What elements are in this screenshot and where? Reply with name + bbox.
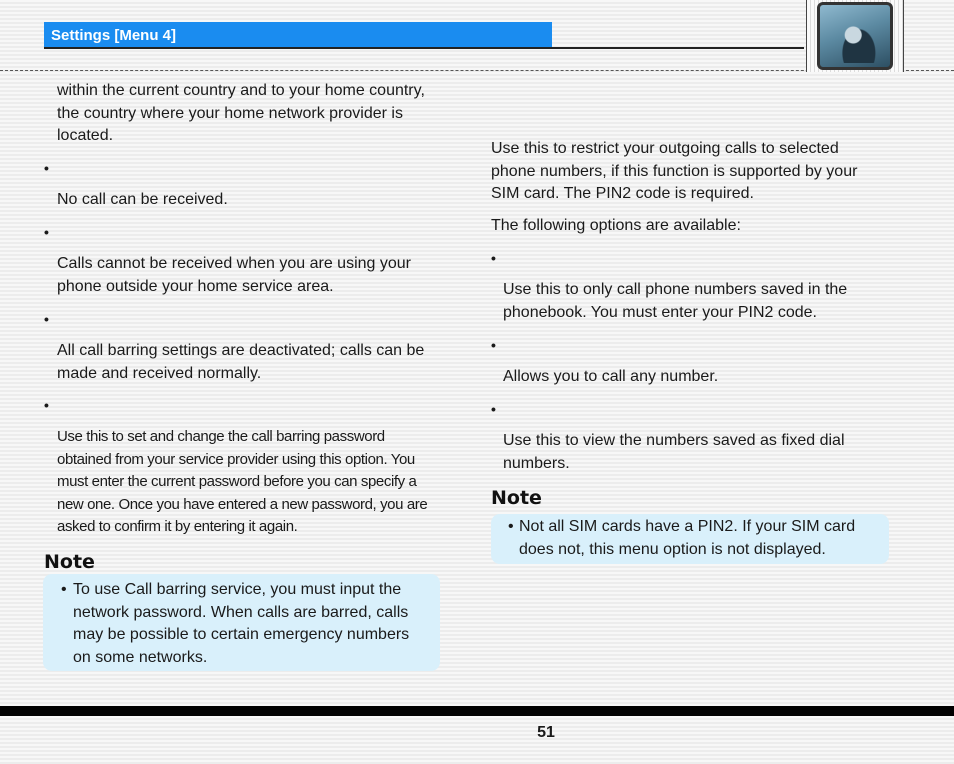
right-options-intro: The following options are available:: [491, 217, 741, 234]
left-bullet-2: •: [44, 224, 49, 240]
phone-screen-figure: [838, 23, 876, 63]
right-item-3-desc: Use this to view the numbers saved as fixed dial numbers.: [503, 432, 845, 472]
right-bullet-1: •: [491, 250, 496, 266]
page-number: 51: [537, 724, 555, 741]
phone-screen-photo: [817, 2, 893, 70]
left-note-bullet: •: [61, 581, 67, 598]
left-bullet-4: •: [44, 397, 49, 413]
right-bullet-2: •: [491, 337, 496, 353]
right-intro-paragraph: Use this to restrict your outgoing calls to selected phone numbers, if this function is supported by your SIM card. The PIN2 code is required.: [491, 140, 858, 202]
left-bullet-1: •: [44, 160, 49, 176]
left-note-title: Note: [44, 551, 95, 573]
right-note-box: [491, 514, 889, 564]
right-note-bullet: •: [508, 518, 514, 535]
left-item-2-desc: Calls cannot be received when you are using your phone outside your home service area.: [57, 255, 411, 295]
section-header: Settings [Menu 4]: [44, 22, 552, 47]
header-rule: [44, 47, 804, 49]
left-note-text: To use Call barring service, you must input the network password. When calls are barred, calls may be possible to certain emergency numbers on some networks.: [73, 581, 410, 666]
right-item-1-desc: Use this to only call phone numbers saved in the phonebook. You must enter your PIN2 code.: [503, 281, 848, 321]
left-item-3-desc: All call barring settings are deactivated; calls can be made and received normally.: [57, 342, 425, 382]
right-note-title: Note: [491, 487, 542, 509]
left-item-4-desc: Use this to set and change the call barring password obtained from your service provider using this option. You must enter the current password before you can specify a new one. Once you have entered a new password, you are asked to confirm it by entering it again.: [57, 428, 428, 535]
phone-image: [806, 0, 904, 72]
right-item-2-desc: Allows you to call any number.: [503, 368, 719, 385]
left-note-box: [43, 574, 440, 671]
left-intro-paragraph: within the current country and to your home country, the country where your home network provider is located.: [57, 82, 425, 144]
footer-bar: [0, 706, 954, 716]
left-bullet-3: •: [44, 311, 49, 327]
right-note-text: Not all SIM cards have a PIN2. If your SIM card does not, this menu option is not displayed.: [519, 518, 856, 558]
right-bullet-3: •: [491, 401, 496, 417]
left-item-1-desc: No call can be received.: [57, 191, 228, 208]
